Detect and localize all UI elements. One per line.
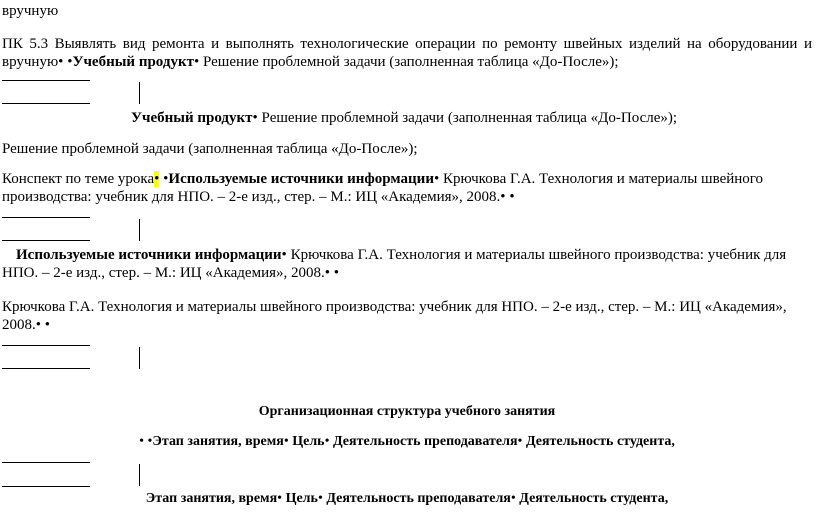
sources-text-a: Крючкова Г.А. Технология и материалы швейного xyxy=(442,171,764,187)
org-heading: Организационная структура учебного занятия xyxy=(258,404,556,419)
horizontal-rule xyxy=(2,217,90,218)
horizontal-rule xyxy=(2,80,90,81)
sources-line-b: производства: учебник для НПО. – 2-е изд., стер. – М.: ИЦ «Академия», 2008.• • xyxy=(2,189,515,205)
uchebny-line: Учебный продукт• Решение проблемной задачи (заполненная таблица «До-После»); xyxy=(131,110,678,126)
bullet: • xyxy=(147,434,153,449)
vertical-rule xyxy=(139,219,140,241)
horizontal-rule xyxy=(2,462,90,463)
sources-standalone-line-2: 2008.• • xyxy=(2,317,51,333)
konspekt-line xyxy=(2,170,812,188)
vertical-rule xyxy=(139,347,140,369)
bullet: • xyxy=(163,171,169,187)
col-stage: Этап занятия, время xyxy=(152,434,284,449)
bullet: • xyxy=(139,434,145,449)
pk-line-1: ПК 5.3 Выявлять вид ремонта и выполнять технологические операции по ремонту швейных изделий на оборудовании и xyxy=(2,36,812,52)
bullet: • xyxy=(44,317,51,333)
horizontal-rule xyxy=(2,345,90,346)
bullet: • xyxy=(433,171,440,187)
bullet: • xyxy=(324,265,331,281)
col-goal: Цель xyxy=(292,434,325,449)
horizontal-rule xyxy=(2,486,90,487)
columns-line-1 xyxy=(2,433,812,451)
columns-line-2: Этап занятия, время• Цель• Деятельность преподавателя• Деятельность студента, xyxy=(145,491,669,506)
bullet: • xyxy=(193,54,200,70)
col-student: Деятельность студента, xyxy=(525,434,675,449)
vertical-rule xyxy=(139,464,140,486)
vertical-rule xyxy=(139,82,140,104)
bullet: • xyxy=(252,110,258,126)
bullet: • xyxy=(58,54,64,70)
pk-line-2: вручную• •Учебный продукт• Решение проблемной задачи (заполненная таблица «До-После»); xyxy=(2,54,619,70)
bullet: • xyxy=(333,265,340,281)
bullet: • xyxy=(509,189,515,205)
bullet: • xyxy=(277,491,283,506)
uchebny-value-standalone: Решение проблемной задачи (заполненная таблица «До-После»); xyxy=(2,141,418,157)
konspekt-text: Конспект по теме урока xyxy=(2,171,155,187)
horizontal-rule xyxy=(2,240,90,241)
sources-repeat-line-2: НПО. – 2-е изд., стер. – М.: ИЦ «Академия», 2008.• • xyxy=(2,265,340,281)
horizontal-rule xyxy=(2,368,90,369)
uchebny-value: Решение проблемной задачи (заполненная таблица «До-После»); xyxy=(203,54,619,70)
sources-label: Используемые источники информации xyxy=(168,171,434,187)
horizontal-rule xyxy=(2,103,90,104)
bullet: • xyxy=(35,317,42,333)
uchebny-label: Учебный продукт xyxy=(72,54,194,70)
col-teacher: Деятельность преподавателя xyxy=(333,434,518,449)
sources-standalone-line-1: Крючкова Г.А. Технология и материалы швейного производства: учебник для НПО. – 2-е изд., стер. – М.: ИЦ «Академия», xyxy=(2,299,787,315)
top-text xyxy=(2,2,812,20)
bullet: • xyxy=(67,54,73,70)
bullet: • xyxy=(324,434,330,449)
top-word: вручную xyxy=(2,3,59,19)
bullet: • xyxy=(283,434,289,449)
bullet: • xyxy=(500,189,506,205)
bullet: • xyxy=(517,434,523,449)
bullet: • xyxy=(510,491,516,506)
bullet: • xyxy=(317,491,323,506)
sources-repeat-line-1: Используемые источники информации• Крючкова Г.А. Технология и материалы швейного производства: учебник для xyxy=(16,247,787,263)
bullet: • xyxy=(281,247,287,263)
bullet-highlighted: • xyxy=(154,171,160,187)
